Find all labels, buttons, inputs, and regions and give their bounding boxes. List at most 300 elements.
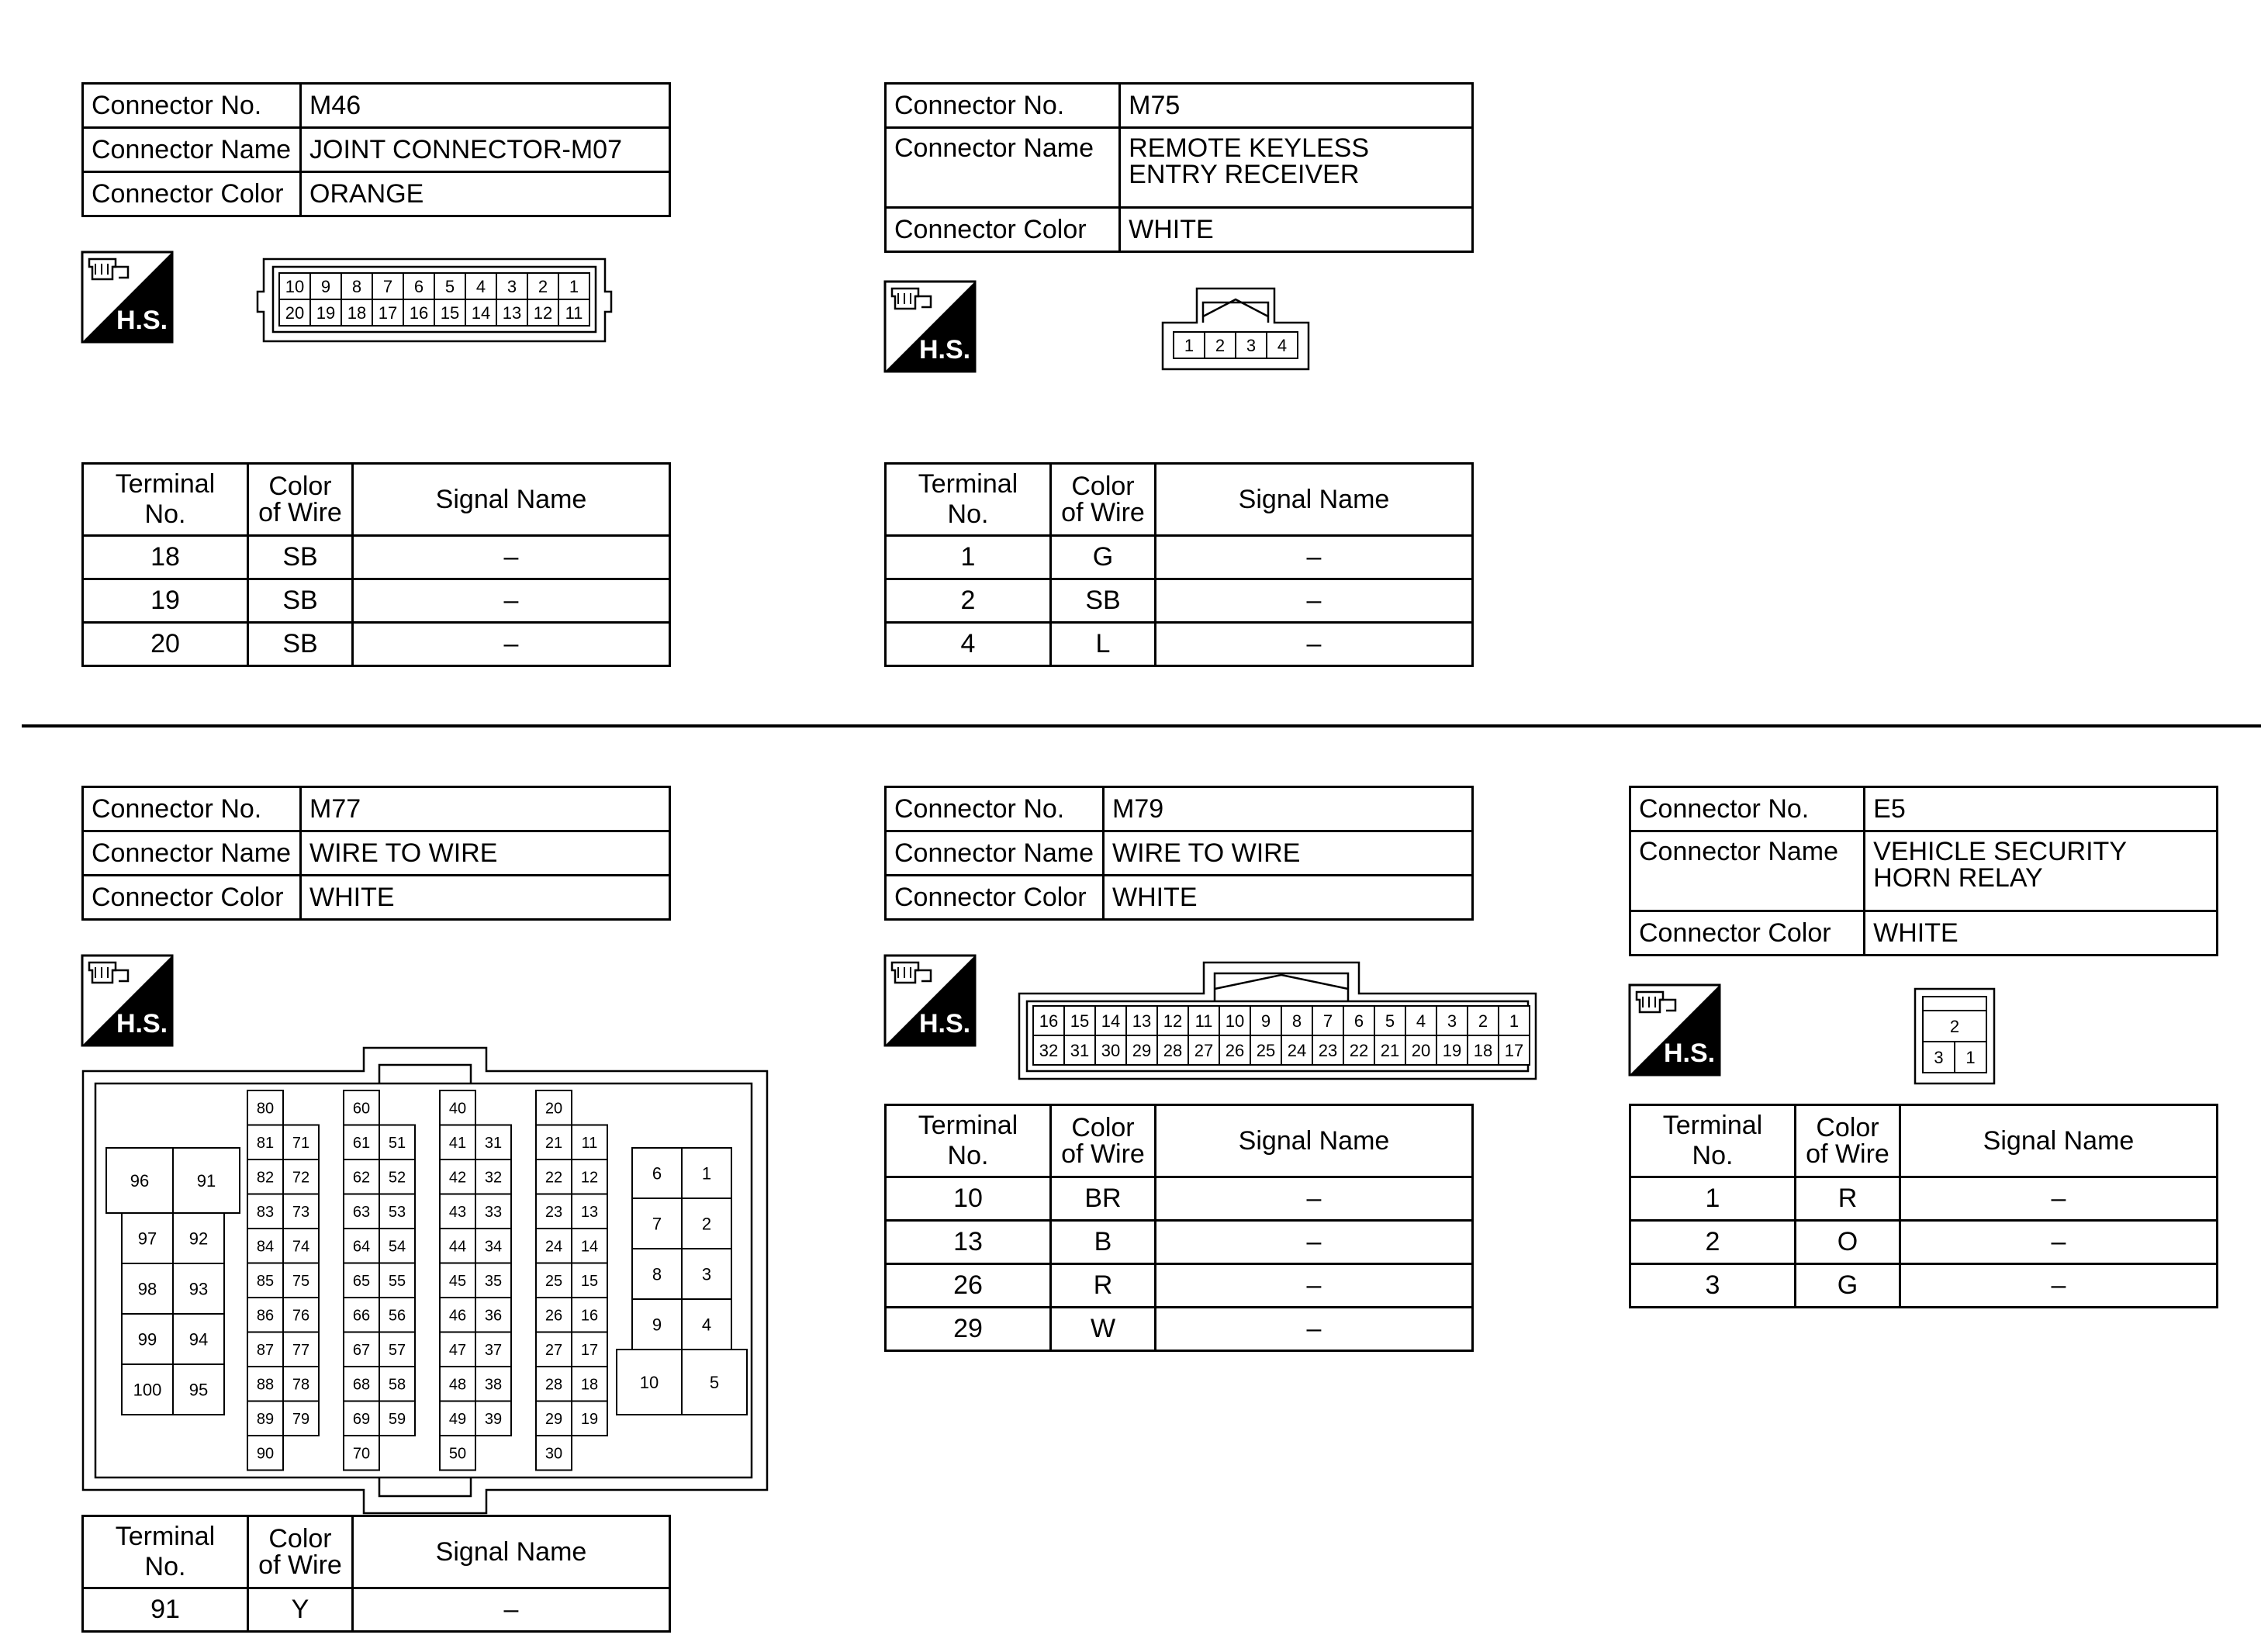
- pin-number: 28: [545, 1376, 563, 1394]
- pin-number: 2: [1215, 335, 1226, 355]
- pin-number: 9: [652, 1315, 662, 1335]
- label-connector-color: Connector Color: [886, 876, 1104, 920]
- pin-number: 17: [378, 302, 398, 323]
- pin-number: 5: [444, 276, 455, 296]
- pin-number: 31: [1070, 1040, 1090, 1060]
- pin-number: 21: [1380, 1040, 1400, 1060]
- label-connector-name: Connector Name: [886, 128, 1120, 208]
- pin-number: 12: [1163, 1011, 1183, 1031]
- terminal-no: 3: [1630, 1264, 1796, 1308]
- label-connector-color: Connector Color: [83, 876, 301, 920]
- pin-number: 10: [1225, 1011, 1245, 1031]
- pin-number: 22: [545, 1169, 563, 1187]
- signal-name: –: [353, 623, 670, 666]
- hs-badge-graphic: [81, 955, 173, 1046]
- terminal-no: 1: [1630, 1177, 1796, 1221]
- table-row: [1630, 1221, 2218, 1264]
- pin-number: 9: [320, 276, 331, 296]
- pin-number: 66: [352, 1307, 371, 1325]
- pin-number: 14: [580, 1238, 599, 1256]
- pin-number: 59: [388, 1410, 406, 1428]
- pin-number: 4: [701, 1315, 712, 1335]
- pin-number: 26: [545, 1307, 563, 1325]
- wire-color: G: [1051, 536, 1156, 579]
- wire-color: R: [1051, 1264, 1156, 1308]
- pin-number: 10: [639, 1372, 659, 1392]
- terminal-table: [1629, 1104, 2218, 1308]
- pin-number: 8: [351, 276, 362, 296]
- pin-number: 11: [565, 302, 583, 323]
- table-row: [886, 1177, 1473, 1221]
- pin-number: 76: [292, 1307, 310, 1325]
- signal-name: –: [1156, 1221, 1473, 1264]
- pin-number: 7: [1322, 1011, 1333, 1031]
- pin-number: 6: [413, 276, 424, 296]
- pin-number: 41: [448, 1134, 467, 1152]
- signal-name: –: [1156, 1177, 1473, 1221]
- terminal-no: 19: [83, 579, 248, 623]
- pin-number: 12: [533, 302, 553, 323]
- pin-number: 65: [352, 1272, 371, 1290]
- lock-tab-bottom: [379, 1477, 471, 1496]
- pin-number: 78: [292, 1376, 310, 1394]
- pin-number: 50: [448, 1445, 467, 1463]
- pin-number: 82: [256, 1169, 275, 1187]
- label-connector-no: Connector No.: [886, 84, 1120, 128]
- pin-number: 89: [256, 1410, 275, 1428]
- terminal-no: 2: [886, 579, 1051, 623]
- harness-side-icon: [81, 955, 173, 1046]
- pin-number: 44: [448, 1238, 467, 1256]
- pin-number: 53: [388, 1203, 406, 1221]
- wire-color: B: [1051, 1221, 1156, 1264]
- table-row: [886, 579, 1473, 623]
- label-connector-color: Connector Color: [886, 208, 1120, 252]
- pin-number: 73: [292, 1203, 310, 1221]
- pin-number: 58: [388, 1376, 406, 1394]
- pin-number: 9: [1260, 1011, 1271, 1031]
- terminal-no: 29: [886, 1308, 1051, 1351]
- terminal-table: [884, 1104, 1474, 1352]
- pin-number: 87: [256, 1341, 275, 1359]
- header-terminal-no: Terminal No.: [83, 464, 248, 536]
- wire-color: Y: [248, 1588, 353, 1632]
- connector-info-table: [884, 786, 1474, 921]
- table-row: [886, 1221, 1473, 1264]
- pin-number: 26: [1225, 1040, 1245, 1060]
- terminal-no: 13: [886, 1221, 1051, 1264]
- pin-number: 100: [133, 1380, 162, 1400]
- pin-number: 49: [448, 1410, 467, 1428]
- latch-outline: [1203, 302, 1268, 323]
- label-connector-name: Connector Name: [83, 128, 301, 172]
- pin-number: 10: [285, 276, 305, 296]
- connector-no-value: M77: [301, 787, 670, 831]
- table-row: [886, 1308, 1473, 1351]
- pin-number: 17: [580, 1341, 599, 1359]
- header-signal-name: Signal Name: [353, 464, 670, 536]
- pin-number: 74: [292, 1238, 310, 1256]
- pin-number: 29: [545, 1410, 563, 1428]
- pin-number: 3: [1934, 1047, 1944, 1067]
- label-connector-no: Connector No.: [886, 787, 1104, 831]
- pin-number: 88: [256, 1376, 275, 1394]
- connector-color-value: WHITE: [1104, 876, 1473, 920]
- connector-info-table: [1629, 786, 2218, 956]
- connector-color-value: WHITE: [1865, 911, 2218, 956]
- pin-number: 15: [440, 302, 460, 323]
- label-connector-color: Connector Color: [1630, 911, 1865, 956]
- label-connector-name: Connector Name: [1630, 831, 1865, 911]
- pin-number: 31: [484, 1134, 503, 1152]
- wire-color: W: [1051, 1308, 1156, 1351]
- pin-number: 27: [1194, 1040, 1214, 1060]
- pin-number: 39: [484, 1410, 503, 1428]
- table-row: [83, 536, 670, 579]
- pin-number: 15: [1070, 1011, 1090, 1031]
- signal-name: –: [1156, 623, 1473, 666]
- pin-number: 2: [538, 276, 548, 296]
- pin-number: 77: [292, 1341, 310, 1359]
- pin-number: 24: [545, 1238, 563, 1256]
- pin-number: 32: [484, 1169, 503, 1187]
- connector-info-table: [81, 786, 671, 921]
- pin-number: 67: [352, 1341, 371, 1359]
- header-signal-name: Signal Name: [353, 1516, 670, 1588]
- connector-name-value: WIRE TO WIRE: [301, 831, 670, 876]
- connector-name-value: WIRE TO WIRE: [1104, 831, 1473, 876]
- pin-number: 86: [256, 1307, 275, 1325]
- terminal-no: 4: [886, 623, 1051, 666]
- pin-number: 7: [652, 1214, 662, 1234]
- connector-name-value: VEHICLE SECURITY HORN RELAY: [1865, 831, 2218, 911]
- header-signal-name: Signal Name: [1156, 1105, 1473, 1177]
- connector-no-value: M46: [301, 84, 670, 128]
- harness-side-icon: [884, 281, 976, 372]
- signal-name: –: [1156, 1308, 1473, 1351]
- hs-label: H.S.: [116, 306, 168, 335]
- latch-bar: [1923, 997, 1986, 1011]
- pin-number: 13: [1132, 1011, 1152, 1031]
- hs-badge-graphic: [884, 955, 976, 1046]
- pin-number: 70: [352, 1445, 371, 1463]
- pin-number: 33: [484, 1203, 503, 1221]
- connector-no-value: M75: [1120, 84, 1473, 128]
- terminal-table: [81, 1515, 671, 1633]
- pin-number: 37: [484, 1341, 503, 1359]
- pin-number: 85: [256, 1272, 275, 1290]
- pin-number: 51: [388, 1134, 406, 1152]
- pin-number: 93: [188, 1279, 209, 1299]
- signal-name: –: [353, 536, 670, 579]
- connector-face-diagram: [1160, 284, 1315, 373]
- pin-number: 47: [448, 1341, 467, 1359]
- pin-number: 83: [256, 1203, 275, 1221]
- terminal-no: 26: [886, 1264, 1051, 1308]
- pin-number: 95: [188, 1380, 209, 1400]
- pin-number: 91: [196, 1170, 216, 1191]
- pin-number: 42: [448, 1169, 467, 1187]
- pin-number: 1: [1965, 1047, 1976, 1067]
- pin-number: 60: [352, 1100, 371, 1118]
- connector-face-diagram: [1912, 986, 1997, 1087]
- hs-label: H.S.: [1663, 1039, 1716, 1068]
- pin-number: 8: [1291, 1011, 1302, 1031]
- pin-number: 15: [580, 1272, 599, 1290]
- terminal-table: [81, 462, 671, 667]
- pin-number: 27: [545, 1341, 563, 1359]
- wire-color: SB: [1051, 579, 1156, 623]
- harness-side-icon: [81, 251, 173, 343]
- wire-color: BR: [1051, 1177, 1156, 1221]
- pin-number: 3: [1447, 1011, 1457, 1031]
- pin-number: 4: [1277, 335, 1288, 355]
- pin-number: 55: [388, 1272, 406, 1290]
- pin-number: 43: [448, 1203, 467, 1221]
- pin-number: 62: [352, 1169, 371, 1187]
- connector-panel-m46: [81, 82, 671, 672]
- pin-number: 3: [506, 276, 517, 296]
- table-row: [83, 579, 670, 623]
- pin-number: 94: [188, 1329, 209, 1350]
- pin-number: 48: [448, 1376, 467, 1394]
- pin-number: 16: [409, 302, 429, 323]
- pin-number: 13: [580, 1203, 599, 1221]
- signal-name: –: [1156, 579, 1473, 623]
- connector-face-diagram: [81, 1042, 768, 1507]
- pin-number: 36: [484, 1307, 503, 1325]
- header-terminal-no: Terminal No.: [886, 464, 1051, 536]
- pin-number: 22: [1349, 1040, 1369, 1060]
- pin-number: 14: [1101, 1011, 1121, 1031]
- pin-number: 81: [256, 1134, 275, 1152]
- terminal-no: 2: [1630, 1221, 1796, 1264]
- label-connector-name: Connector Name: [886, 831, 1104, 876]
- signal-name: –: [1900, 1264, 2218, 1308]
- header-signal-name: Signal Name: [1900, 1105, 2218, 1177]
- pin-number: 25: [545, 1272, 563, 1290]
- pin-number: 63: [352, 1203, 371, 1221]
- wire-color: G: [1796, 1264, 1900, 1308]
- pin-number: 97: [137, 1229, 157, 1249]
- connector-color-value: ORANGE: [301, 172, 670, 216]
- connector-panel-e5: [1629, 786, 2218, 1329]
- pin-number: 3: [1246, 335, 1257, 355]
- pin-number: 20: [545, 1100, 563, 1118]
- pin-number: 11: [1194, 1011, 1213, 1031]
- pin-number: 71: [292, 1134, 310, 1152]
- table-row: [83, 623, 670, 666]
- latch-chevron: [1215, 975, 1348, 989]
- pin-number: 96: [130, 1170, 150, 1191]
- signal-name: –: [1900, 1221, 2218, 1264]
- terminal-table: [884, 462, 1474, 667]
- pin-number: 17: [1504, 1040, 1524, 1060]
- connector-no-value: M79: [1104, 787, 1473, 831]
- pin-number: 61: [352, 1134, 371, 1152]
- pin-number: 29: [1132, 1040, 1152, 1060]
- connector-name-value: JOINT CONNECTOR-M07: [301, 128, 670, 172]
- pin-number: 6: [1353, 1011, 1364, 1031]
- hs-badge-graphic: [884, 281, 976, 372]
- pin-number: 32: [1039, 1040, 1059, 1060]
- pin-number: 5: [709, 1372, 720, 1392]
- wire-color: SB: [248, 579, 353, 623]
- pin-number: 16: [1039, 1011, 1059, 1031]
- pin-number: 28: [1163, 1040, 1183, 1060]
- pin-number: 1: [1184, 335, 1194, 355]
- pin-number: 1: [569, 276, 579, 296]
- terminal-no: 20: [83, 623, 248, 666]
- header-color-of-wire: Color of Wire: [1051, 464, 1156, 536]
- label-connector-color: Connector Color: [83, 172, 301, 216]
- wire-color: L: [1051, 623, 1156, 666]
- pin-number: 38: [484, 1376, 503, 1394]
- section-divider: [22, 724, 2261, 728]
- pin-number: 13: [502, 302, 522, 323]
- pin-number: 45: [448, 1272, 467, 1290]
- connector-info-table: [81, 82, 671, 217]
- terminal-no: 91: [83, 1588, 248, 1632]
- pin-number: 2: [1478, 1011, 1488, 1031]
- pin-number: 23: [545, 1203, 563, 1221]
- header-color-of-wire: Color of Wire: [248, 464, 353, 536]
- pin-number: 4: [1416, 1011, 1426, 1031]
- pin-number: 75: [292, 1272, 310, 1290]
- pin-number: 8: [652, 1264, 662, 1284]
- terminal-no: 10: [886, 1177, 1051, 1221]
- pin-number: 99: [137, 1329, 157, 1350]
- pin-number: 19: [316, 302, 336, 323]
- hs-label: H.S.: [918, 335, 971, 365]
- label-connector-no: Connector No.: [1630, 787, 1865, 831]
- pin-number: 3: [701, 1264, 712, 1284]
- pin-number: 54: [388, 1238, 406, 1256]
- pin-number: 1: [701, 1163, 712, 1184]
- pin-number: 30: [545, 1445, 563, 1463]
- wire-color: SB: [248, 536, 353, 579]
- pin-number: 40: [448, 1100, 467, 1118]
- pin-number: 72: [292, 1169, 310, 1187]
- pin-number: 56: [388, 1307, 406, 1325]
- signal-name: –: [1156, 536, 1473, 579]
- hs-label: H.S.: [116, 1009, 168, 1039]
- pin-number: 98: [137, 1279, 157, 1299]
- wire-color: R: [1796, 1177, 1900, 1221]
- pin-number: 11: [581, 1134, 598, 1152]
- pin-number: 20: [1411, 1040, 1431, 1060]
- pin-number: 84: [256, 1238, 275, 1256]
- connector-panel-m77: [81, 786, 780, 1639]
- pin-number: 92: [188, 1229, 209, 1249]
- header-color-of-wire: Color of Wire: [1796, 1105, 1900, 1177]
- header-signal-name: Signal Name: [1156, 464, 1473, 536]
- pin-number: 46: [448, 1307, 467, 1325]
- pin-number: 1: [1509, 1011, 1519, 1031]
- pin-number: 2: [1949, 1016, 1960, 1036]
- pin-number: 90: [256, 1445, 275, 1463]
- header-color-of-wire: Color of Wire: [248, 1516, 353, 1588]
- pin-number: 79: [292, 1410, 310, 1428]
- hs-label: H.S.: [918, 1009, 971, 1039]
- pin-number: 69: [352, 1410, 371, 1428]
- header-color-of-wire: Color of Wire: [1051, 1105, 1156, 1177]
- signal-name: –: [1156, 1264, 1473, 1308]
- connector-no-value: E5: [1865, 787, 2218, 831]
- pin-number: 57: [388, 1341, 406, 1359]
- table-row: [886, 1264, 1473, 1308]
- harness-side-icon: [884, 955, 976, 1046]
- hs-badge-graphic: [1629, 984, 1720, 1076]
- pin-number: 5: [1385, 1011, 1395, 1031]
- table-row: [886, 536, 1473, 579]
- table-row: [1630, 1264, 2218, 1308]
- pin-number: 20: [285, 302, 305, 323]
- connector-name-value: REMOTE KEYLESS ENTRY RECEIVER: [1120, 128, 1473, 208]
- pin-number: 14: [471, 302, 491, 323]
- pin-number: 4: [475, 276, 486, 296]
- signal-name: –: [353, 1588, 670, 1632]
- connector-panel-m79: [884, 786, 1551, 1406]
- pin-number: 52: [388, 1169, 406, 1187]
- header-terminal-no: Terminal No.: [83, 1516, 248, 1588]
- connector-color-value: WHITE: [1120, 208, 1473, 252]
- signal-name: –: [1900, 1177, 2218, 1221]
- pin-number: 19: [1442, 1040, 1462, 1060]
- connector-color-value: WHITE: [301, 876, 670, 920]
- connector-info-table: [884, 82, 1474, 253]
- pin-number: 21: [545, 1134, 563, 1152]
- lock-tab-top: [379, 1065, 471, 1083]
- pin-number: 64: [352, 1238, 371, 1256]
- harness-side-icon: [1629, 984, 1720, 1076]
- latch-outline: [1215, 973, 1348, 1001]
- terminal-no: 1: [886, 536, 1051, 579]
- pin-number: 19: [580, 1410, 599, 1428]
- pin-number: 68: [352, 1376, 371, 1394]
- pin-number: 18: [1473, 1040, 1493, 1060]
- label-connector-name: Connector Name: [83, 831, 301, 876]
- signal-name: –: [353, 579, 670, 623]
- pin-number: 16: [580, 1307, 599, 1325]
- pin-number: 34: [484, 1238, 503, 1256]
- table-row: [83, 1588, 670, 1632]
- pin-number: 18: [347, 302, 367, 323]
- pin-number: 23: [1318, 1040, 1338, 1060]
- pin-number: 80: [256, 1100, 275, 1118]
- table-row: [886, 623, 1473, 666]
- hs-badge-graphic: [81, 251, 173, 343]
- pin-number: 12: [580, 1169, 599, 1187]
- pin-number: 6: [652, 1163, 662, 1184]
- pin-number: 7: [382, 276, 393, 296]
- table-row: [1630, 1177, 2218, 1221]
- pin-number: 25: [1256, 1040, 1276, 1060]
- header-terminal-no: Terminal No.: [1630, 1105, 1796, 1177]
- pin-number: 24: [1287, 1040, 1307, 1060]
- connector-face-diagram: [1016, 955, 1540, 1083]
- pin-number: 2: [701, 1214, 712, 1234]
- wire-color: O: [1796, 1221, 1900, 1264]
- pin-number: 35: [484, 1272, 503, 1290]
- header-terminal-no: Terminal No.: [886, 1105, 1051, 1177]
- pin-number: 30: [1101, 1040, 1121, 1060]
- connector-face-diagram: [256, 256, 613, 345]
- label-connector-no: Connector No.: [83, 787, 301, 831]
- terminal-no: 18: [83, 536, 248, 579]
- pin-number: 18: [580, 1376, 599, 1394]
- label-connector-no: Connector No.: [83, 84, 301, 128]
